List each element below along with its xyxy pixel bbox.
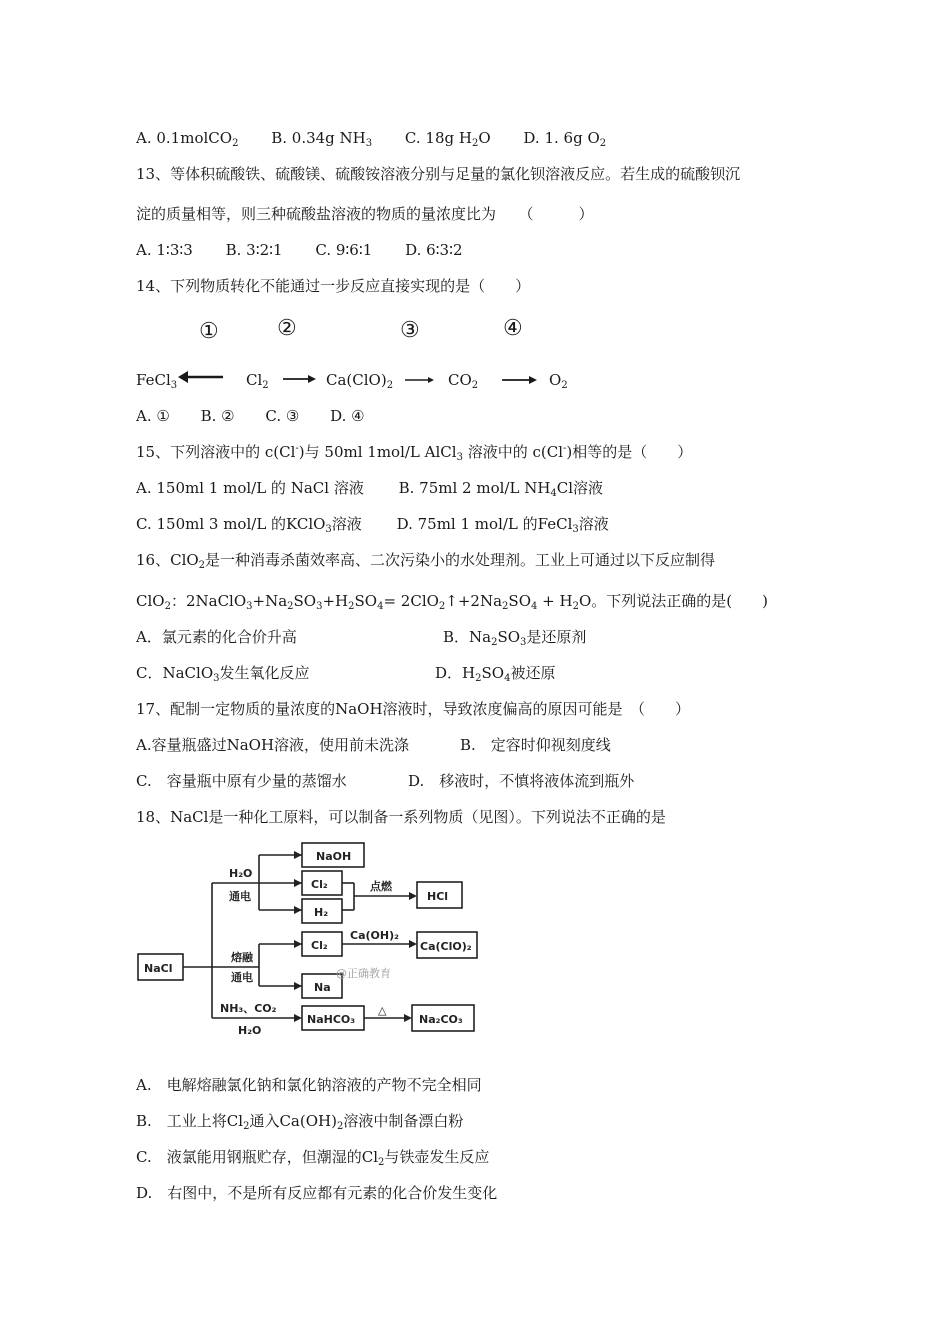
q18-option-c: C. 液氯能用钢瓶贮存，但潮湿的$Cl_2$与铁壶发生反应 (136, 1148, 490, 1168)
q14-option-b: B. ② (200, 407, 235, 425)
ignite-label: 点燃 (370, 880, 392, 893)
q18-option-a: A. 电解熔融氯化钠和氯化钠溶液的产物不完全相同 (136, 1076, 482, 1094)
q14-options (136, 406, 365, 426)
q17-option-c: C. 容量瓶中原有少量的蒸馏水 (136, 772, 347, 790)
heat-label: △ (378, 1004, 387, 1017)
q14-arrow-right-icon (405, 375, 435, 385)
branch3-label-top: NH₃、CO₂ (220, 1002, 277, 1015)
q17-option-b: B. 定容时仰视刻度线 (460, 736, 611, 754)
watermark-text: @正确教育 (336, 967, 391, 980)
q15-option-a: A. 150ml 1 mol/L 的 NaCl 溶液 (136, 479, 364, 497)
q14-co2: $CO_2$ (448, 371, 479, 391)
q14-circle-2: ② (277, 316, 297, 341)
q18-option-d: D. 右图中，不是所有反应都有元素的化合价发生变化 (136, 1184, 498, 1202)
q15-option-d: D. 75ml 1 mol/L 的FeCl$_3$溶液 (396, 515, 609, 535)
q17-option-d: D. 移液时，不慎将液体流到瓶外 (408, 772, 635, 790)
hcl-label: HCl (427, 890, 449, 903)
q13-option-b: B. 3∶2∶1 (225, 241, 283, 259)
branch3-label-bottom: H₂O (238, 1024, 262, 1037)
branch2-label-top: 熔融 (231, 951, 253, 964)
branch2-label-bottom: 通电 (231, 971, 253, 984)
q14-cl2: $Cl_2$ (246, 371, 269, 391)
cl2-label-b: Cl₂ (311, 939, 328, 952)
q17-option-a: A.容量瓶盛过NaOH溶液，使用前未洗涤 (136, 736, 410, 754)
q17-stem: 17、配制一定物质的量浓度的NaOH溶液时，导致浓度偏高的原因可能是 （ ） (136, 700, 691, 718)
q13-stem-line1: 13、等体积硫酸铁、硫酸镁、硫酸铵溶液分别与足量的氯化钡溶液反应。若生成的硫酸钡沉 (136, 165, 741, 183)
q13-options (136, 240, 463, 260)
q14-circle-3: ③ (400, 318, 420, 343)
q16-option-c: C．NaClO$_3$发生氧化反应 (136, 664, 310, 684)
q15-option-b: B. 75ml 2 mol/L $NH_4Cl$溶液 (398, 479, 604, 499)
nahco3-label: NaHCO₃ (307, 1013, 356, 1026)
naoh-label: NaOH (316, 850, 352, 863)
q13-option-c: C. 9∶6∶1 (315, 241, 373, 259)
q14-o2: $O_2$ (549, 371, 568, 391)
q15-stem: 15、下列溶液中的 c(Cl-)与 50ml 1mol/L AlCl$_3$ 溶液中的 c(Cl-)相等的是（ ） (136, 443, 693, 463)
q15-options-row2 (136, 514, 609, 534)
q16-option-b: B．$Na_2SO_3$是还原剂 (443, 628, 587, 648)
q14-circle-4: ④ (503, 316, 523, 341)
q12-option-d: D. 1. 6g $O_2$ (523, 129, 607, 149)
q16-option-d: D．$H_2SO_4$被还原 (435, 664, 556, 684)
q15-options-row1 (136, 478, 603, 498)
q14-circle-1: ① (199, 319, 219, 344)
q16-stem-line2: ClO$_2$：$2NaClO_3+Na_2SO_3+H_2SO_4=$ $2ClO_2↑+2Na_2SO_4 + H_2O$。下列说法正确的是( ) (136, 592, 768, 612)
q13-option-d: D. 6∶3∶2 (405, 241, 463, 259)
q12-option-a: A. 0.1molCO$_2$ (136, 129, 239, 149)
q14-caclo2: $Ca(ClO)_2$ (326, 371, 394, 391)
cl2-label-a: Cl₂ (311, 878, 328, 891)
na2co3-label: Na₂CO₃ (419, 1013, 463, 1026)
na-label: Na (314, 981, 331, 994)
q14-option-d: D. ④ (330, 407, 365, 425)
q16-stem-line1: 16、ClO$_2$是一种消毒杀菌效率高、二次污染小的水处理剂。工业上可通过以下反应制得 (136, 551, 716, 571)
caclo2-label: Ca(ClO)₂ (420, 940, 472, 953)
q18-stem: 18、NaCl是一种化工原料，可以制备一系列物质（见图）。下列说法不正确的是 (136, 808, 666, 826)
q14-option-a: A. ① (136, 407, 170, 425)
q13-stem-line2: 淀的质量相等，则三种硫酸盐溶液的物质的量浓度比为 （ ） (136, 205, 594, 223)
branch1-label-bottom: 通电 (229, 890, 251, 903)
q18-option-b: B. 工业上将$Cl_2$通入$Ca(OH)_2$溶液中制备漂白粉 (136, 1112, 464, 1132)
q12-option-b: B. 0.34g $NH_3$ (271, 129, 373, 149)
h2-label: H₂ (314, 906, 329, 919)
q13-option-a: A. 1∶3∶3 (136, 241, 193, 259)
nacl-label: NaCl (144, 962, 173, 975)
q14-option-c: C. ③ (265, 407, 300, 425)
branch1-label-top: H₂O (229, 867, 253, 880)
q14-fecl3: FeCl$_3$ (136, 371, 178, 391)
q14-stem: 14、下列物质转化不能通过一步反应直接实现的是（ ） (136, 277, 531, 295)
q12-option-c: C. 18g $H_2O$ (404, 129, 491, 149)
caoh2-label: Ca(OH)₂ (350, 929, 399, 942)
q16-option-a: A．氯元素的化合价升高 (136, 628, 297, 646)
q14-arrow-right-icon (283, 373, 317, 385)
q12-options (136, 128, 606, 148)
q15-option-c: C. 150ml 3 mol/L 的KClO$_3$溶液 (136, 515, 362, 535)
q14-arrow-left-icon (177, 370, 225, 386)
q18-flow-diagram (134, 838, 484, 1038)
q14-arrow-right-icon (502, 374, 538, 386)
